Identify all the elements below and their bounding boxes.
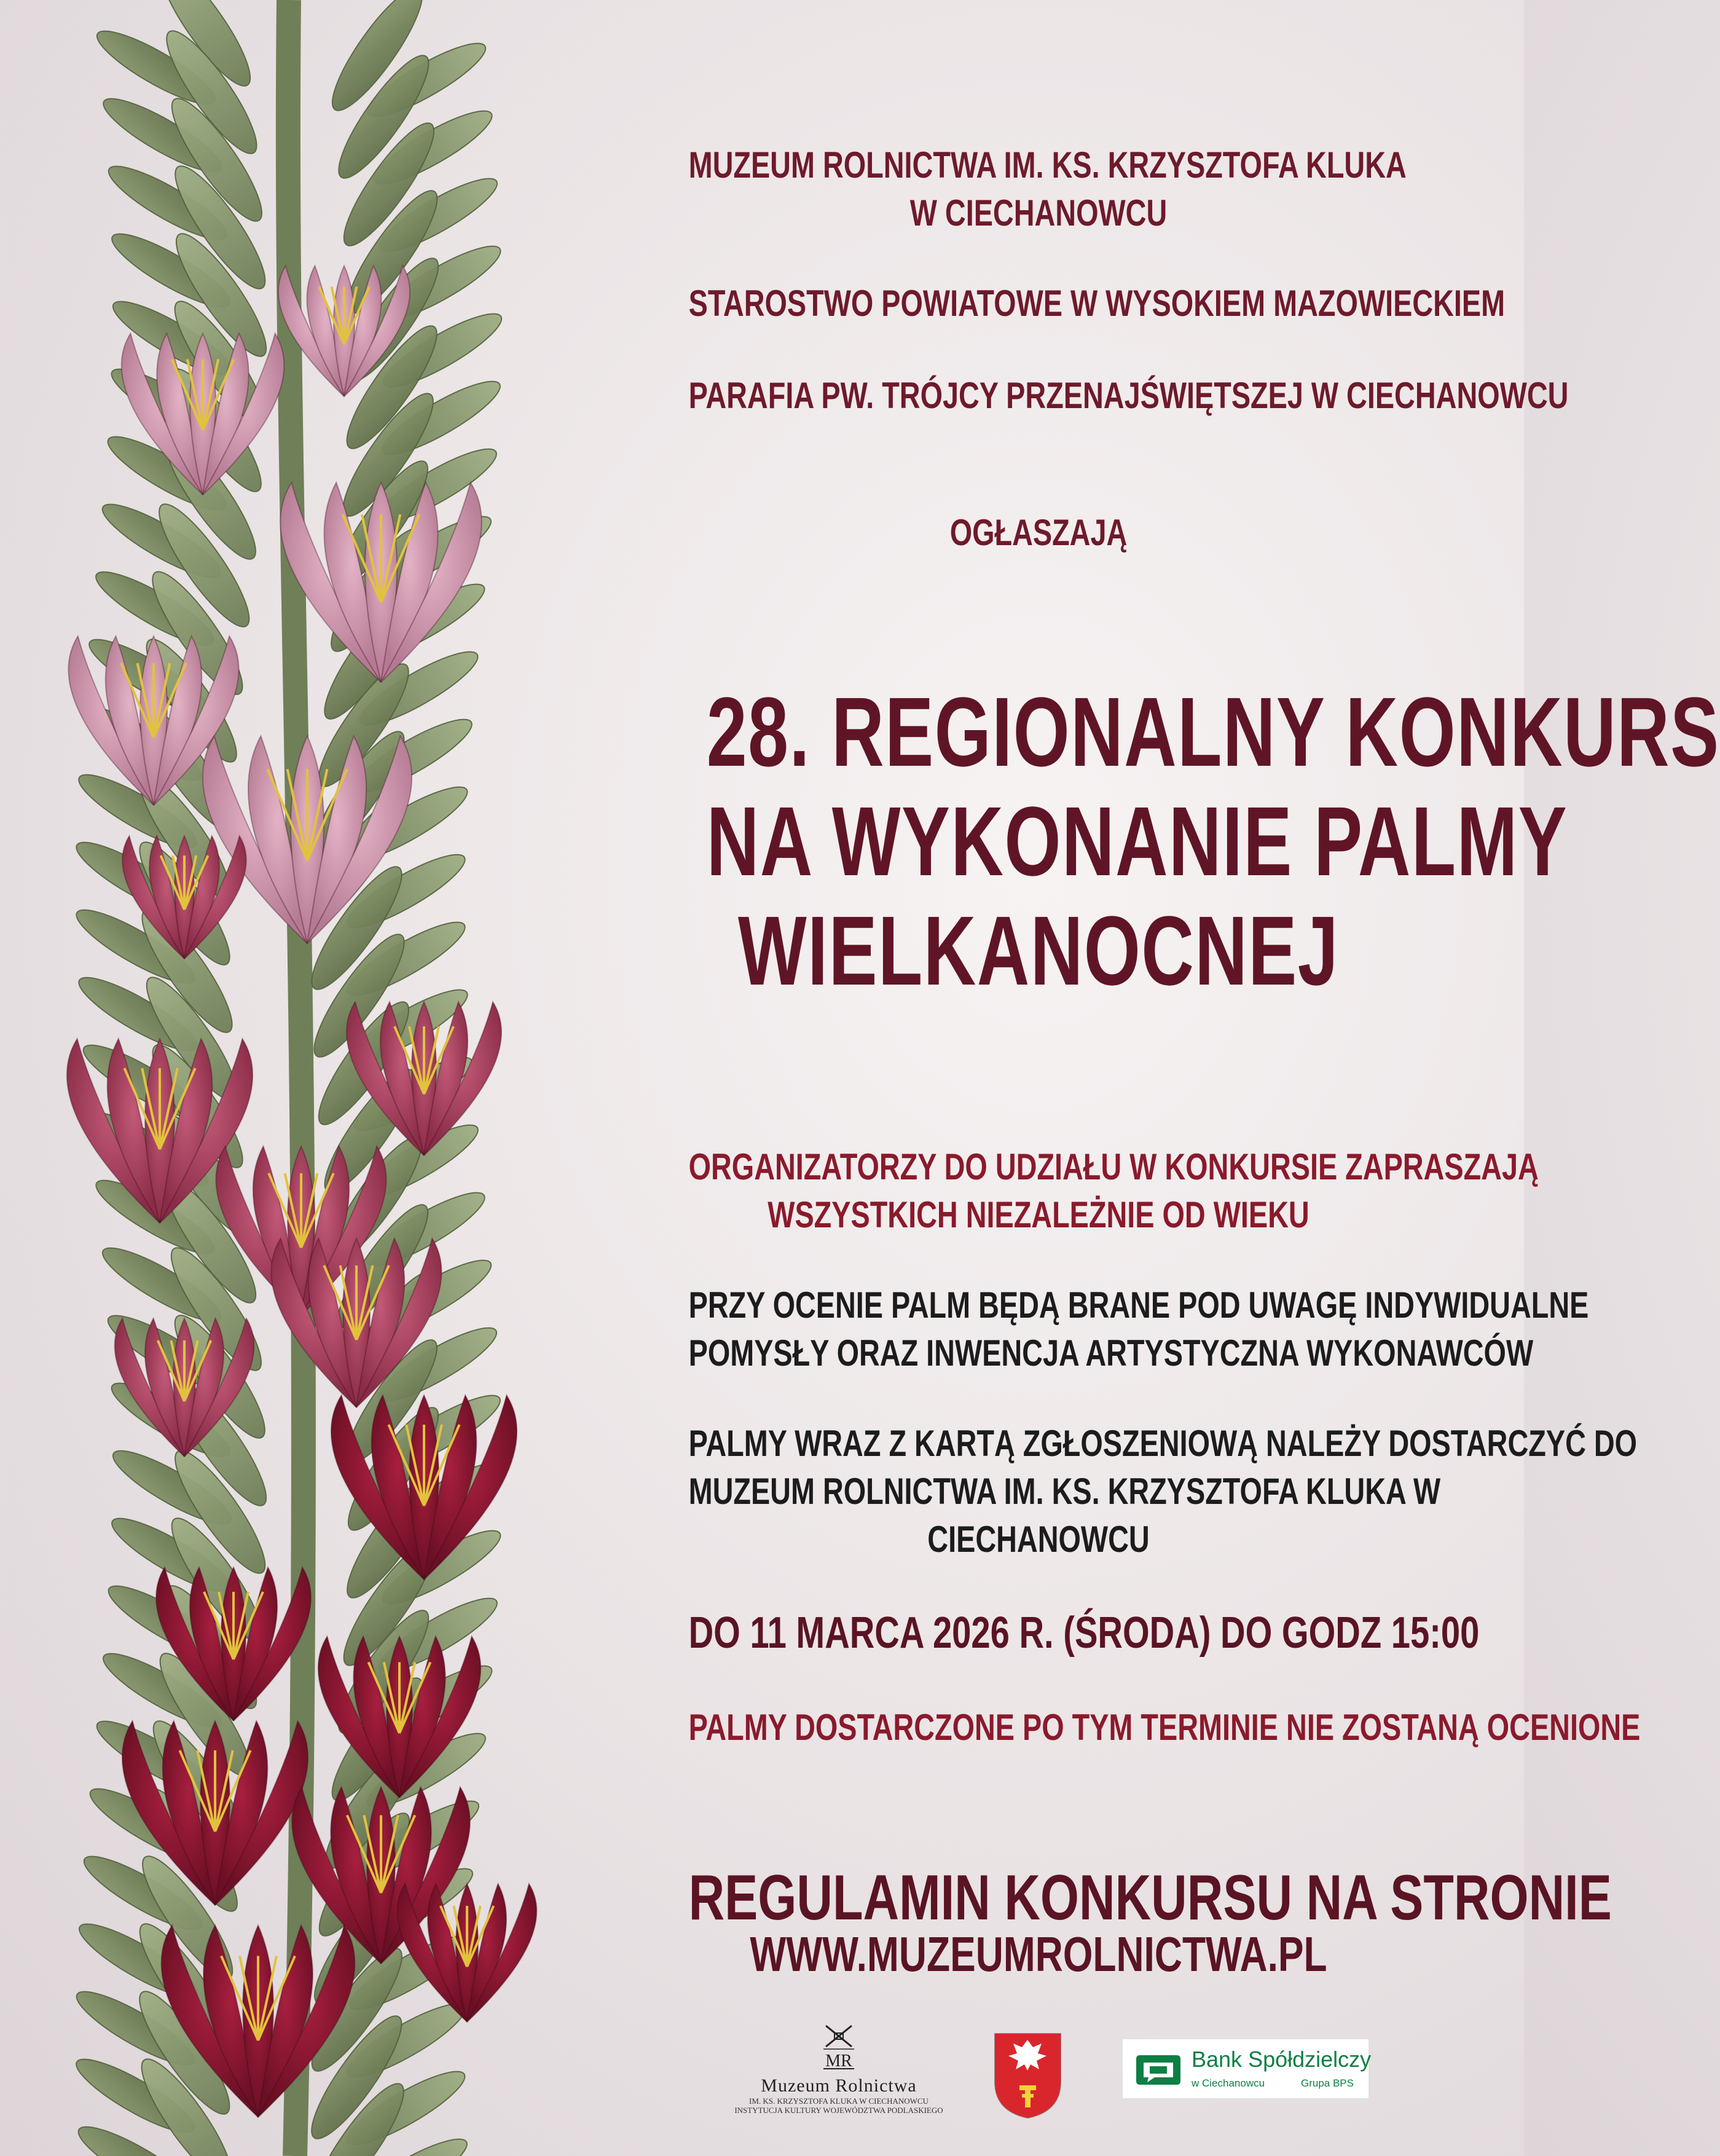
criteria-line2: POMYSŁY ORAZ INWENCJA ARTYSTYCZNA WYKONAWCÓW: [688, 1332, 1534, 1374]
invitation-line2: WSZYSTKICH NIEZALEŻNIE OD WIEKU: [768, 1194, 1310, 1235]
bank-city: w Ciechanowcu: [1192, 2077, 1265, 2089]
headline-line2: NA WYKONANIE PALMY: [706, 786, 1568, 896]
museum-monogram: MR: [825, 2052, 852, 2071]
headline-line3: WIELKANOCNEJ: [737, 895, 1340, 1005]
organizer-museum-line2: W CIECHANOWCU: [909, 192, 1168, 234]
bank-group: Grupa BPS: [1301, 2077, 1354, 2089]
organizer-museum-line1: MUZEUM ROLNICTWA IM. KS. KRZYSZTOFA KLUKA: [688, 144, 1407, 186]
windmill-monogram-icon: [817, 2022, 860, 2071]
rules-heading: REGULAMIN KONKURSU NA STRONIE: [688, 1862, 1612, 1934]
deadline: DO 11 MARCA 2026 R. (ŚRODA) DO GODZ 15:00: [688, 1608, 1480, 1658]
announce-label: OGŁASZAJĄ: [949, 512, 1128, 553]
bank-emblem-icon: [1134, 2053, 1183, 2087]
bank-logo: [1121, 2038, 1370, 2099]
museum-logo: [734, 2022, 943, 2120]
criteria-line1: PRZY OCENIE PALM BĘDĄ BRANE POD UWAGĘ INDYWIDUALNE: [688, 1285, 1589, 1326]
bank-name: Bank Spółdzielczy: [1192, 2047, 1372, 2072]
easter-palm-illustration: [0, 0, 615, 2156]
museum-logo-sub1: IM. KS. KRZYSZTOFA KLUKA W CIECHANOWCU: [749, 2096, 929, 2106]
organizer-starostwo: STAROSTWO POWIATOWE W WYSOKIEM MAZOWIECKIEM: [688, 283, 1506, 324]
late-warning: PALMY DOSTARCZONE PO TYM TERMINIE NIE ZOSTANĄ OCENIONE: [688, 1707, 1641, 1748]
website-link[interactable]: WWW.MUZEUMROLNICTWA.PL: [750, 1927, 1327, 1981]
museum-logo-sub2: INSTYTUCJA KULTURY WOJEWÓDZTWA PODLASKIEGO: [734, 2106, 943, 2115]
text-column: [590, 0, 1720, 2156]
delivery-line1: PALMY WRAZ Z KARTĄ ZGŁOSZENIOWĄ NALEŻY DOSTARCZYĆ DO: [688, 1423, 1638, 1464]
invitation-line1: ORGANIZATORZY DO UDZIAŁU W KONKURSIE ZAPRASZAJĄ: [688, 1146, 1539, 1187]
delivery-line3: CIECHANOWCU: [927, 1519, 1150, 1560]
museum-logo-name: Muzeum Rolnictwa: [761, 2075, 917, 2096]
headline-line1: 28. REGIONALNY KONKURS: [706, 677, 1720, 787]
organizer-parafia: PARAFIA PW. TRÓJCY PRZENAJŚWIĘTSZEJ W CIECHANOWCU: [688, 375, 1569, 416]
county-coat-of-arms-icon: [992, 2031, 1063, 2120]
delivery-line2: MUZEUM ROLNICTWA IM. KS. KRZYSZTOFA KLUKA W: [688, 1471, 1441, 1512]
